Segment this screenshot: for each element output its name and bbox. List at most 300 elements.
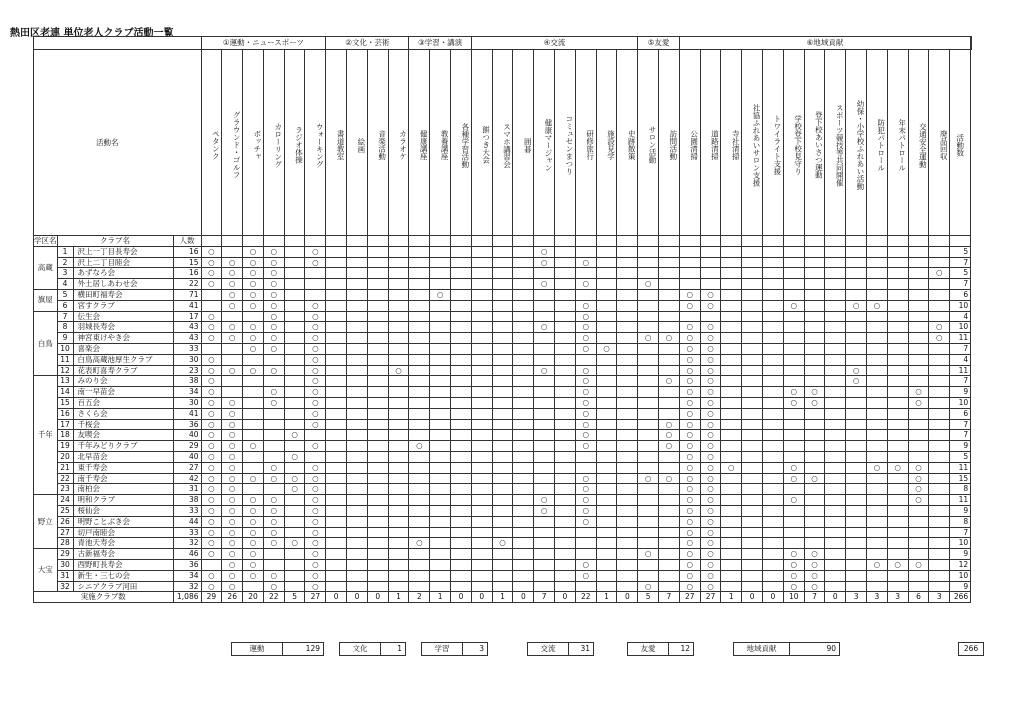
activity-cell: [929, 451, 950, 462]
activity-cell: [659, 549, 680, 560]
table-row: [34, 300, 972, 311]
activity-mark: ○: [263, 300, 284, 311]
member-count: 29: [173, 441, 201, 452]
member-count: 32: [173, 581, 201, 592]
table-row: [34, 430, 972, 441]
activity-cell: [471, 387, 492, 398]
activity-cell: [804, 343, 825, 354]
activity-mark: ○: [700, 300, 721, 311]
activity-cell: [534, 419, 555, 430]
activity-cell: [451, 484, 472, 495]
activity-mark: ○: [575, 365, 596, 376]
activity-cell: [742, 333, 763, 344]
activity-mark: ○: [638, 581, 659, 592]
activity-total: 0: [326, 592, 347, 603]
activity-cell: [659, 365, 680, 376]
activity-cell: [492, 495, 513, 506]
activity-cell: [471, 333, 492, 344]
club-number: 13: [57, 376, 73, 387]
activity-mark: ○: [222, 549, 243, 560]
member-count: 36: [173, 419, 201, 430]
activity-mark: ○: [679, 343, 700, 354]
activity-mark: ○: [263, 397, 284, 408]
activity-cell: [388, 246, 409, 257]
member-count: 33: [173, 343, 201, 354]
activity-mark: ○: [575, 322, 596, 333]
activity-cell: [222, 387, 243, 398]
activity-cell: [284, 527, 305, 538]
activity-mark: ○: [804, 570, 825, 581]
activity-mark: ○: [575, 516, 596, 527]
activity-cell: [367, 549, 388, 560]
activity-cell: [263, 451, 284, 462]
activity-header: 史跡散策: [617, 50, 638, 236]
activity-cell: [367, 268, 388, 279]
activity-cell: [846, 527, 867, 538]
activity-cell: [825, 473, 846, 484]
activity-mark: ○: [700, 516, 721, 527]
activity-cell: [596, 300, 617, 311]
activity-cell: [846, 343, 867, 354]
activity-cell: [783, 484, 804, 495]
member-count: 41: [173, 408, 201, 419]
activity-mark: ○: [222, 300, 243, 311]
activity-cell: [846, 473, 867, 484]
activity-cell: [326, 441, 347, 452]
activity-cell: [825, 397, 846, 408]
activity-mark: ○: [222, 559, 243, 570]
activity-cell: [846, 451, 867, 462]
activity-mark: ○: [305, 527, 326, 538]
activity-cell: [471, 343, 492, 354]
activity-cell: [409, 559, 430, 570]
activity-cell: [326, 570, 347, 581]
activity-mark: ○: [222, 527, 243, 538]
activity-cell: [492, 430, 513, 441]
blank-cell: [804, 236, 825, 247]
activity-cell: [804, 495, 825, 506]
activity-cell: [388, 473, 409, 484]
activity-total: 0: [763, 592, 784, 603]
blank-cell: [263, 236, 284, 247]
activity-cell: [409, 408, 430, 419]
activity-cell: [471, 419, 492, 430]
activity-cell: [867, 451, 888, 462]
activity-cell: [388, 430, 409, 441]
activity-cell: [284, 279, 305, 290]
activity-mark: ○: [575, 279, 596, 290]
activity-cell: [742, 451, 763, 462]
activity-cell: [430, 387, 451, 398]
activity-cell: [513, 408, 534, 419]
activity-cell: [284, 322, 305, 333]
activity-cell: [409, 495, 430, 506]
activity-mark: ○: [575, 441, 596, 452]
activity-cell: [367, 387, 388, 398]
activity-header: 道路清掃: [700, 50, 721, 236]
activity-cell: [867, 570, 888, 581]
activity-cell: [430, 343, 451, 354]
column-header-members: 人数: [173, 236, 201, 247]
activity-cell: [367, 441, 388, 452]
activity-total: 3: [867, 592, 888, 603]
club-activity-count: 7: [950, 376, 971, 387]
activity-mark: ○: [679, 419, 700, 430]
activity-cell: [742, 322, 763, 333]
activity-mark: ○: [783, 549, 804, 560]
activity-mark: ○: [243, 333, 264, 344]
activity-cell: [742, 354, 763, 365]
activity-cell: [887, 397, 908, 408]
activity-mark: ○: [263, 343, 284, 354]
activity-mark: ○: [201, 279, 222, 290]
activity-cell: [617, 516, 638, 527]
activity-mark: ○: [243, 365, 264, 376]
activity-cell: [617, 300, 638, 311]
activity-cell: [659, 559, 680, 570]
activity-mark: ○: [201, 408, 222, 419]
activity-cell: [742, 559, 763, 570]
activity-cell: [929, 246, 950, 257]
activity-cell: [617, 581, 638, 592]
activity-header: 餅つき大会: [471, 50, 492, 236]
activity-cell: [243, 311, 264, 322]
activity-cell: [763, 538, 784, 549]
club-number: 24: [57, 495, 73, 506]
activity-cell: [742, 343, 763, 354]
activity-cell: [534, 268, 555, 279]
activity-cell: [492, 419, 513, 430]
activity-cell: [825, 527, 846, 538]
activity-cell: [347, 408, 368, 419]
activity-cell: [430, 538, 451, 549]
count-header-top: [971, 37, 972, 50]
activity-mark: ○: [243, 257, 264, 268]
activity-cell: [243, 451, 264, 462]
activity-mark: ○: [804, 581, 825, 592]
activity-cell: [492, 581, 513, 592]
activity-mark: ○: [679, 289, 700, 300]
activity-cell: [721, 549, 742, 560]
activity-mark: ○: [201, 538, 222, 549]
activity-cell: [388, 516, 409, 527]
club-activity-count: 4: [950, 311, 971, 322]
activity-cell: [284, 408, 305, 419]
activity-mark: ○: [243, 300, 264, 311]
activity-total: 0: [451, 592, 472, 603]
activity-cell: [492, 387, 513, 398]
activity-mark: ○: [263, 257, 284, 268]
member-count: 22: [173, 279, 201, 290]
activity-cell: [908, 549, 929, 560]
activity-cell: [825, 322, 846, 333]
club-number: 27: [57, 527, 73, 538]
activity-cell: [430, 279, 451, 290]
activity-cell: [534, 408, 555, 419]
activity-total: 22: [575, 592, 596, 603]
club-name: 沢上一丁目長寿会: [73, 246, 173, 257]
club-name: みのり会: [73, 376, 173, 387]
activity-header: トワイライト支援: [763, 50, 784, 236]
activity-cell: [284, 300, 305, 311]
activity-cell: [846, 430, 867, 441]
club-activity-count: 9: [950, 441, 971, 452]
activity-mark: ○: [575, 311, 596, 322]
activity-cell: [367, 419, 388, 430]
club-activity-count: 5: [950, 246, 971, 257]
activity-cell: [617, 559, 638, 570]
summary-box: [339, 642, 406, 656]
activity-cell: [638, 538, 659, 549]
activity-cell: [555, 430, 576, 441]
activity-cell: [513, 300, 534, 311]
activity-cell: [825, 289, 846, 300]
activity-cell: [513, 311, 534, 322]
activity-cell: [367, 354, 388, 365]
activity-cell: [388, 484, 409, 495]
activity-mark: ○: [201, 430, 222, 441]
activity-cell: [388, 581, 409, 592]
blank-cell: [388, 236, 409, 247]
activity-cell: [721, 505, 742, 516]
activity-mark: ○: [222, 279, 243, 290]
blank-cell: [284, 236, 305, 247]
activity-cell: [804, 376, 825, 387]
activity-mark: ○: [243, 559, 264, 570]
activity-cell: [575, 549, 596, 560]
activity-mark: ○: [201, 462, 222, 473]
activity-cell: [367, 311, 388, 322]
activity-cell: [887, 549, 908, 560]
activity-cell: [763, 462, 784, 473]
activity-cell: [388, 311, 409, 322]
activity-cell: [471, 505, 492, 516]
club-number: 31: [57, 570, 73, 581]
activity-cell: [263, 354, 284, 365]
club-name: シニアクラブ河田: [73, 581, 173, 592]
activity-cell: [492, 516, 513, 527]
activity-cell: [367, 495, 388, 506]
activity-mark: ○: [700, 343, 721, 354]
activity-cell: [284, 354, 305, 365]
summary-value: 129: [305, 644, 320, 653]
activity-cell: [326, 419, 347, 430]
activity-total: 27: [679, 592, 700, 603]
activity-cell: [617, 322, 638, 333]
activity-cell: [742, 387, 763, 398]
activity-cell: [534, 538, 555, 549]
club-activity-count: 9: [950, 549, 971, 560]
activity-mark: ○: [575, 505, 596, 516]
activity-cell: [471, 354, 492, 365]
activity-cell: [700, 311, 721, 322]
activity-total: 0: [825, 592, 846, 603]
summary-bar: [0, 642, 1024, 656]
activity-cell: [347, 495, 368, 506]
activity-cell: [825, 538, 846, 549]
activity-cell: [471, 549, 492, 560]
activity-cell: [492, 484, 513, 495]
activity-cell: [347, 311, 368, 322]
activity-cell: [284, 311, 305, 322]
club-number: 20: [57, 451, 73, 462]
activity-mark: ○: [679, 376, 700, 387]
activity-mark: ○: [305, 387, 326, 398]
club-name: 東千寿会: [73, 462, 173, 473]
activity-cell: [617, 387, 638, 398]
activity-mark: ○: [700, 419, 721, 430]
activity-mark: ○: [263, 333, 284, 344]
activity-cell: [284, 397, 305, 408]
activity-mark: ○: [305, 300, 326, 311]
member-count: 43: [173, 322, 201, 333]
activity-mark: ○: [305, 549, 326, 560]
activity-cell: [825, 268, 846, 279]
activity-cell: [742, 581, 763, 592]
club-name: 羽城長寿会: [73, 322, 173, 333]
activity-mark: ○: [263, 387, 284, 398]
activity-cell: [409, 387, 430, 398]
activity-cell: [867, 257, 888, 268]
activity-cell: [638, 311, 659, 322]
activity-cell: [284, 559, 305, 570]
activity-cell: [388, 376, 409, 387]
activity-cell: [555, 538, 576, 549]
activity-cell: [825, 311, 846, 322]
activity-cell: [596, 419, 617, 430]
activity-cell: [201, 343, 222, 354]
activity-cell: [887, 268, 908, 279]
activity-cell: [617, 289, 638, 300]
activity-cell: [326, 311, 347, 322]
activity-cell: [388, 559, 409, 570]
club-name: 花表町喜寿クラブ: [73, 365, 173, 376]
club-number: 15: [57, 397, 73, 408]
activity-mark: ○: [201, 365, 222, 376]
activity-cell: [367, 300, 388, 311]
activity-mark: ○: [534, 322, 555, 333]
activity-cell: [804, 279, 825, 290]
activity-cell: [721, 538, 742, 549]
header-corner: [34, 37, 202, 50]
activity-mark: ○: [492, 538, 513, 549]
activity-cell: [471, 257, 492, 268]
activity-cell: [887, 581, 908, 592]
activity-cell: [596, 408, 617, 419]
activity-cell: [326, 246, 347, 257]
activity-cell: [742, 516, 763, 527]
group-header: ⑤友愛: [638, 37, 680, 50]
activity-cell: [471, 462, 492, 473]
activity-total: 0: [555, 592, 576, 603]
blank-cell: [347, 236, 368, 247]
activity-mark: ○: [887, 462, 908, 473]
activity-cell: [513, 538, 534, 549]
activity-cell: [388, 451, 409, 462]
club-number: 8: [57, 322, 73, 333]
activity-mark: ○: [908, 495, 929, 506]
activity-mark: ○: [243, 527, 264, 538]
activity-total: 5: [284, 592, 305, 603]
activity-cell: [659, 516, 680, 527]
activity-mark: ○: [201, 246, 222, 257]
activity-cell: [513, 430, 534, 441]
activity-cell: [492, 570, 513, 581]
activity-cell: [825, 430, 846, 441]
activity-cell: [534, 484, 555, 495]
activity-cell: [451, 559, 472, 570]
activity-cell: [763, 365, 784, 376]
activity-cell: [575, 246, 596, 257]
activity-cell: [929, 441, 950, 452]
table-row: [34, 505, 972, 516]
activity-cell: [721, 268, 742, 279]
activity-cell: [617, 354, 638, 365]
total-members: 1,086: [173, 592, 201, 603]
club-number: 22: [57, 473, 73, 484]
activity-total: 0: [617, 592, 638, 603]
activity-mark: ○: [659, 441, 680, 452]
activity-cell: [887, 538, 908, 549]
activity-cell: [326, 354, 347, 365]
club-activity-count: 7: [950, 279, 971, 290]
activity-cell: [326, 322, 347, 333]
activity-mark: ○: [305, 333, 326, 344]
activity-cell: [804, 322, 825, 333]
blank-cell: [534, 236, 555, 247]
activity-cell: [804, 333, 825, 344]
activity-mark: ○: [804, 387, 825, 398]
activity-cell: [471, 246, 492, 257]
table-row: [34, 473, 972, 484]
group-header: ①運動・ニュースポーツ: [201, 37, 326, 50]
club-name: 沢上二丁目睦会: [73, 257, 173, 268]
activity-mark: ○: [263, 246, 284, 257]
activity-cell: [284, 257, 305, 268]
activity-total: 1: [388, 592, 409, 603]
member-count: 71: [173, 289, 201, 300]
activity-mark: ○: [700, 495, 721, 506]
activity-cell: [763, 376, 784, 387]
activity-cell: [721, 343, 742, 354]
activity-cell: [783, 311, 804, 322]
activity-cell: [513, 462, 534, 473]
activity-cell: [763, 527, 784, 538]
table-row: [34, 268, 972, 279]
activity-cell: [596, 441, 617, 452]
activity-cell: [742, 365, 763, 376]
activity-cell: [617, 473, 638, 484]
table-row: [34, 246, 972, 257]
club-number: 23: [57, 484, 73, 495]
activity-header: 教養講座: [430, 50, 451, 236]
activity-cell: [222, 354, 243, 365]
activity-cell: [513, 549, 534, 560]
activity-cell: [804, 257, 825, 268]
blank-cell: [825, 236, 846, 247]
activity-cell: [763, 430, 784, 441]
activity-total: 22: [263, 592, 284, 603]
activity-cell: [617, 279, 638, 290]
activity-cell: [451, 516, 472, 527]
activity-cell: [846, 268, 867, 279]
activity-mark: ○: [534, 495, 555, 506]
activity-cell: [929, 505, 950, 516]
activity-cell: [804, 462, 825, 473]
activity-mark: ○: [908, 484, 929, 495]
activity-mark: ○: [700, 484, 721, 495]
activity-cell: [783, 268, 804, 279]
